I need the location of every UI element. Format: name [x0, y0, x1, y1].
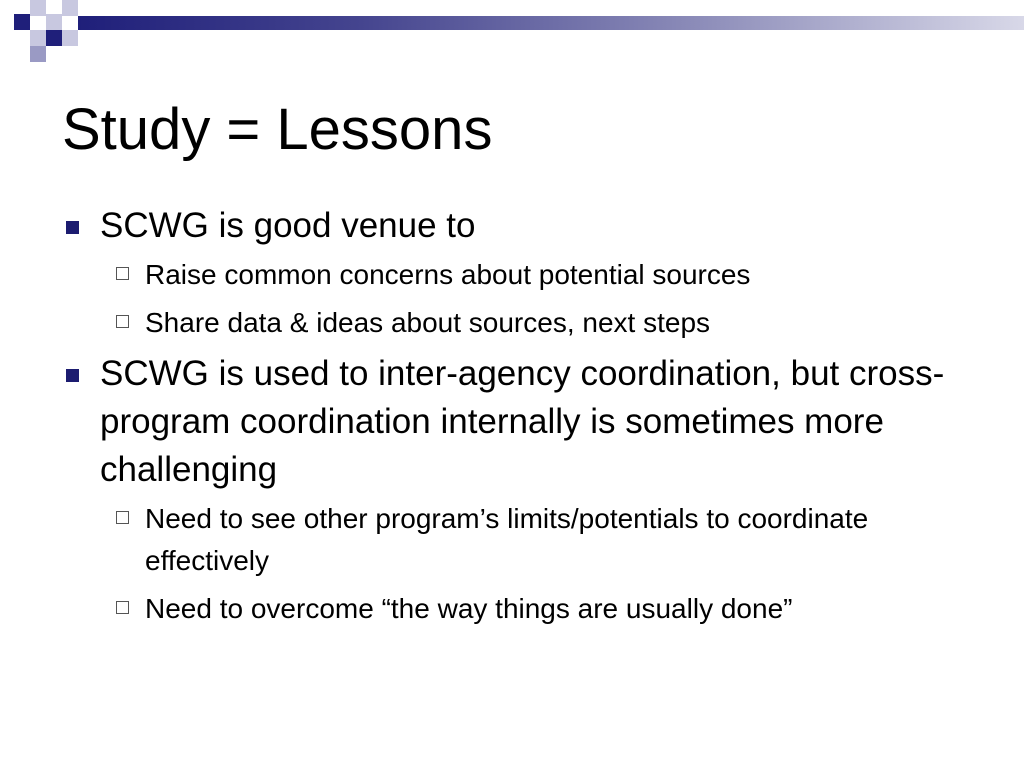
filled-square-bullet-icon	[66, 369, 79, 382]
bullet-text: SCWG is good venue to	[100, 206, 476, 245]
header-decoration-square	[62, 0, 78, 16]
sub-bullet-text: Need to overcome “the way things are usually done”	[145, 593, 793, 624]
sub-bullet-item	[62, 302, 982, 344]
bullet-text: SCWG is used to inter-agency coordination, but cross-program coordination internally is sometimes more challenging	[100, 354, 945, 489]
header-decoration-square	[46, 30, 62, 46]
bullet-item	[62, 202, 982, 250]
header-decoration-square	[30, 30, 46, 46]
sub-bullet-item	[62, 498, 982, 582]
hollow-square-bullet-icon	[116, 315, 129, 328]
bullet-item	[62, 350, 982, 494]
header-decoration-square	[46, 14, 62, 30]
bullet-list	[62, 202, 982, 636]
sub-bullet-item	[62, 254, 982, 296]
sub-bullet-text: Need to see other program’s limits/potentials to coordinate effectively	[145, 503, 869, 576]
sub-bullet-text: Raise common concerns about potential sources	[145, 259, 751, 290]
hollow-square-bullet-icon	[116, 601, 129, 614]
hollow-square-bullet-icon	[116, 511, 129, 524]
header-decoration-square	[30, 46, 46, 62]
header-decoration-square	[30, 0, 46, 16]
filled-square-bullet-icon	[66, 221, 79, 234]
slide-title: Study = Lessons	[62, 97, 493, 162]
header-gradient-bar	[78, 16, 1024, 30]
header-decoration-square	[62, 30, 78, 46]
sub-bullet-item	[62, 588, 982, 630]
header-decoration-square	[14, 14, 30, 30]
hollow-square-bullet-icon	[116, 267, 129, 280]
sub-bullet-text: Share data & ideas about sources, next steps	[145, 307, 711, 338]
